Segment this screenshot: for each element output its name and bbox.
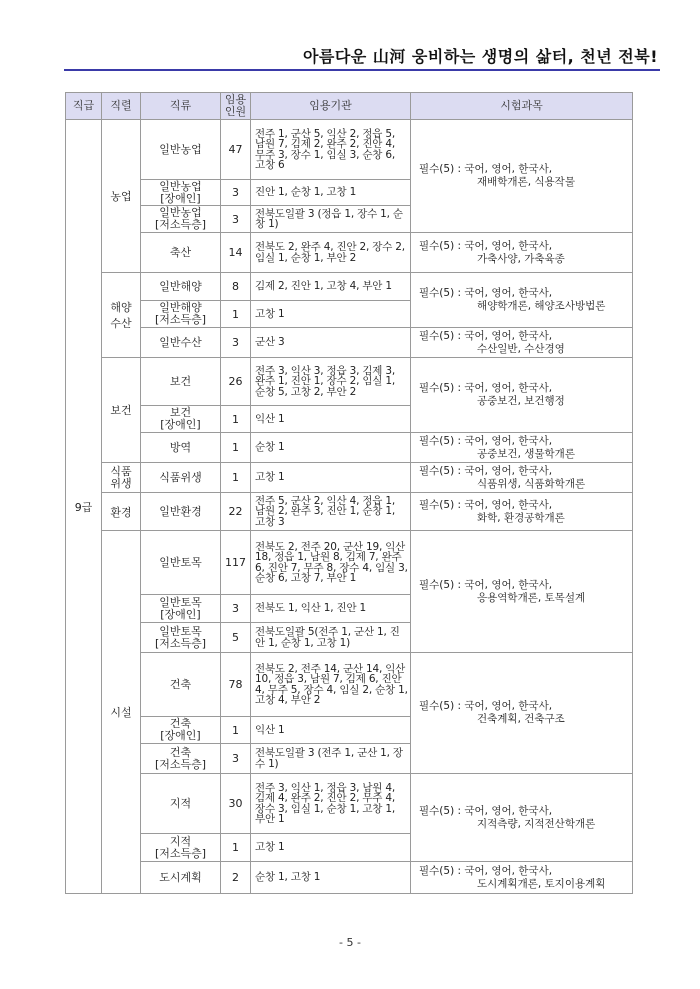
subjects-line1: 필수(5) : 국어, 영어, 한국사, — [419, 239, 553, 252]
count-cell: 3 — [221, 206, 251, 233]
count-cell: 22 — [221, 493, 251, 531]
subjects-cell — [411, 862, 633, 894]
agency-cell: 전북도 2, 완주 4, 진안 2, 장수 2, 임실 1, 순창 1, 부안 2 — [251, 233, 411, 273]
category-cell: 건축 [저소득층] — [141, 744, 221, 774]
category-cell: 일반농업 [장애인] — [141, 180, 221, 206]
agency-cell: 전북도일괄 3 (전주 1, 군산 1, 장수 1) — [251, 744, 411, 774]
subjects-line1: 필수(5) : 국어, 영어, 한국사, — [419, 434, 553, 447]
count-cell: 1 — [221, 463, 251, 493]
count-cell: 3 — [221, 595, 251, 623]
category-cell: 일반해양 — [141, 273, 221, 301]
count-cell: 5 — [221, 623, 251, 653]
subjects-line2: 식품위생, 식품화학개론 — [477, 477, 586, 490]
group-food: 식품 위생 — [102, 463, 141, 493]
table-row — [66, 358, 633, 406]
agency-cell: 전북도 2, 전주 20, 군산 19, 익산 18, 정읍 1, 남원 8, 김제 7, 완주 6, 진안 7, 무주 8, 장수 4, 임실 3, 순창 6, 고창 7, 부안 1 — [251, 531, 411, 595]
agency-cell: 전북도 2, 전주 14, 군산 14, 익산 10, 정읍 3, 남원 7, 김제 6, 진안 4, 무주 5, 장수 4, 임실 2, 순창 1, 고창 4, 부안 2 — [251, 653, 411, 717]
agency-cell: 군산 3 — [251, 328, 411, 358]
table-row — [66, 120, 633, 180]
agency-cell: 고창 1 — [251, 834, 411, 862]
subjects-cell — [411, 233, 633, 273]
subjects-cell — [411, 433, 633, 463]
subjects-line2: 도시계획개론, 토지이용계획 — [477, 877, 606, 890]
agency-cell: 익산 1 — [251, 717, 411, 744]
subjects-line1: 필수(5) : 국어, 영어, 한국사, — [419, 498, 553, 511]
table-row — [66, 531, 633, 595]
subjects-line2: 재배학개론, 식용작물 — [477, 176, 575, 188]
table-row — [66, 233, 633, 273]
subjects-line2: 가축사양, 가축육종 — [477, 252, 565, 265]
table-row — [66, 463, 633, 493]
col-agency: 임용기관 — [251, 93, 411, 120]
agency-cell: 전주 1, 군산 5, 익산 2, 정읍 5, 남원 7, 김제 2, 완주 2, 진안 4, 무주 3, 장수 1, 임실 3, 순창 6, 고창 6 — [251, 120, 411, 180]
subjects-line1: 필수(5) : 국어, 영어, 한국사, — [419, 464, 553, 477]
count-cell: 78 — [221, 653, 251, 717]
subjects-line1: 필수(5) : 국어, 영어, 한국사, — [419, 163, 553, 175]
page-number: - 5 - — [339, 936, 361, 949]
category-cell: 건축 — [141, 653, 221, 717]
agency-cell: 전주 3, 익산 1, 정읍 3, 남원 4, 김제 4, 완주 2, 진안 2, 무주 4, 장수 3, 임실 1, 순창 1, 고창 1, 부안 1 — [251, 774, 411, 834]
agency-cell: 익산 1 — [251, 406, 411, 433]
subjects-cell — [411, 774, 633, 862]
count-cell: 1 — [221, 406, 251, 433]
category-cell: 보건 — [141, 358, 221, 406]
count-cell: 3 — [221, 744, 251, 774]
agency-cell: 순창 1 — [251, 433, 411, 463]
table-row — [66, 653, 633, 717]
table-row — [66, 774, 633, 834]
category-cell: 일반토목 [저소득층] — [141, 623, 221, 653]
col-rank: 직급 — [66, 93, 102, 120]
agency-cell: 진안 1, 순창 1, 고창 1 — [251, 180, 411, 206]
agency-cell: 고창 1 — [251, 463, 411, 493]
agency-cell: 전주 3, 익산 3, 정읍 3, 김제 3, 완주 1, 진안 1, 장수 2, 임실 1, 순창 5, 고창 2, 부안 2 — [251, 358, 411, 406]
agency-cell: 전북도일괄 5(전주 1, 군산 1, 진안 1, 순창 1, 고창 1) — [251, 623, 411, 653]
table-row — [66, 862, 633, 894]
table-row — [66, 493, 633, 531]
subjects-cell — [411, 493, 633, 531]
count-cell: 26 — [221, 358, 251, 406]
agency-cell: 김제 2, 진안 1, 고창 4, 부안 1 — [251, 273, 411, 301]
table-row — [66, 273, 633, 301]
table-row — [66, 433, 633, 463]
category-cell: 일반토목 — [141, 531, 221, 595]
subjects-cell — [411, 358, 633, 433]
agency-cell: 전주 5, 군산 2, 익산 4, 정읍 1, 남원 2, 완주 3, 진안 1, 순창 1, 고창 3 — [251, 493, 411, 531]
category-cell: 방역 — [141, 433, 221, 463]
subjects-cell — [411, 328, 633, 358]
group-marine: 해양 수산 — [102, 273, 141, 358]
count-cell: 30 — [221, 774, 251, 834]
subjects-cell — [411, 120, 633, 233]
category-cell: 일반환경 — [141, 493, 221, 531]
recruitment-table — [65, 92, 633, 894]
count-cell: 1 — [221, 433, 251, 463]
subjects-line1: 필수(5) : 국어, 영어, 한국사, — [419, 382, 553, 394]
category-cell: 건축 [장애인] — [141, 717, 221, 744]
table-row — [66, 328, 633, 358]
col-series: 직렬 — [102, 93, 141, 120]
category-cell: 지적 [저소득층] — [141, 834, 221, 862]
subjects-cell — [411, 463, 633, 493]
header-divider — [64, 69, 660, 71]
agency-cell: 고창 1 — [251, 301, 411, 328]
agency-cell: 전북도일괄 3 (정읍 1, 장수 1, 순창 1) — [251, 206, 411, 233]
page-header-title: 아름다운 山河 웅비하는 생명의 삶터, 천년 전북! — [302, 47, 658, 66]
count-cell: 8 — [221, 273, 251, 301]
subjects-cell — [411, 653, 633, 774]
subjects-line2: 지적측량, 지적전산학개론 — [477, 817, 596, 830]
count-cell: 3 — [221, 328, 251, 358]
subjects-line2: 해양학개론, 해양조사방법론 — [477, 300, 606, 312]
subjects-line1: 필수(5) : 국어, 영어, 한국사, — [419, 578, 553, 591]
col-count: 임용 인원 — [221, 93, 251, 120]
subjects-line1: 필수(5) : 국어, 영어, 한국사, — [419, 804, 553, 817]
category-cell: 일반해양 [저소득층] — [141, 301, 221, 328]
rank-cell: 9급 — [66, 120, 102, 894]
count-cell: 47 — [221, 120, 251, 180]
group-facility: 시설 — [102, 531, 141, 894]
category-cell: 축산 — [141, 233, 221, 273]
subjects-line1: 필수(5) : 국어, 영어, 한국사, — [419, 287, 553, 299]
count-cell: 1 — [221, 717, 251, 744]
subjects-line1: 필수(5) : 국어, 영어, 한국사, — [419, 700, 553, 712]
category-cell: 도시계획 — [141, 862, 221, 894]
subjects-line2: 공중보건, 생물학개론 — [477, 447, 575, 460]
category-cell: 일반농업 [저소득층] — [141, 206, 221, 233]
count-cell: 3 — [221, 180, 251, 206]
count-cell: 1 — [221, 834, 251, 862]
subjects-cell — [411, 531, 633, 653]
category-cell: 일반농업 — [141, 120, 221, 180]
count-cell: 117 — [221, 531, 251, 595]
count-cell: 14 — [221, 233, 251, 273]
category-cell: 지적 — [141, 774, 221, 834]
col-category: 직류 — [141, 93, 221, 120]
group-agri: 농업 — [102, 120, 141, 273]
subjects-line2: 건축계획, 건축구조 — [477, 713, 565, 725]
agency-cell: 전북도 1, 익산 1, 진안 1 — [251, 595, 411, 623]
group-health: 보건 — [102, 358, 141, 463]
category-cell: 보건 [장애인] — [141, 406, 221, 433]
subjects-line1: 필수(5) : 국어, 영어, 한국사, — [419, 329, 553, 342]
category-cell: 식품위생 — [141, 463, 221, 493]
category-cell: 일반수산 — [141, 328, 221, 358]
group-env: 환경 — [102, 493, 141, 531]
subjects-cell — [411, 273, 633, 328]
agency-cell: 순창 1, 고창 1 — [251, 862, 411, 894]
count-cell: 1 — [221, 301, 251, 328]
subjects-line2: 수산일반, 수산경영 — [477, 342, 565, 355]
subjects-line2: 공중보건, 보건행정 — [477, 395, 565, 407]
subjects-line2: 응용역학개론, 토목설계 — [477, 591, 586, 604]
category-cell: 일반토목 [장애인] — [141, 595, 221, 623]
table-header-row — [66, 93, 633, 120]
col-subjects: 시험과목 — [411, 93, 633, 120]
count-cell: 2 — [221, 862, 251, 894]
subjects-line1: 필수(5) : 국어, 영어, 한국사, — [419, 864, 553, 877]
subjects-line2: 화학, 환경공학개론 — [477, 511, 565, 524]
